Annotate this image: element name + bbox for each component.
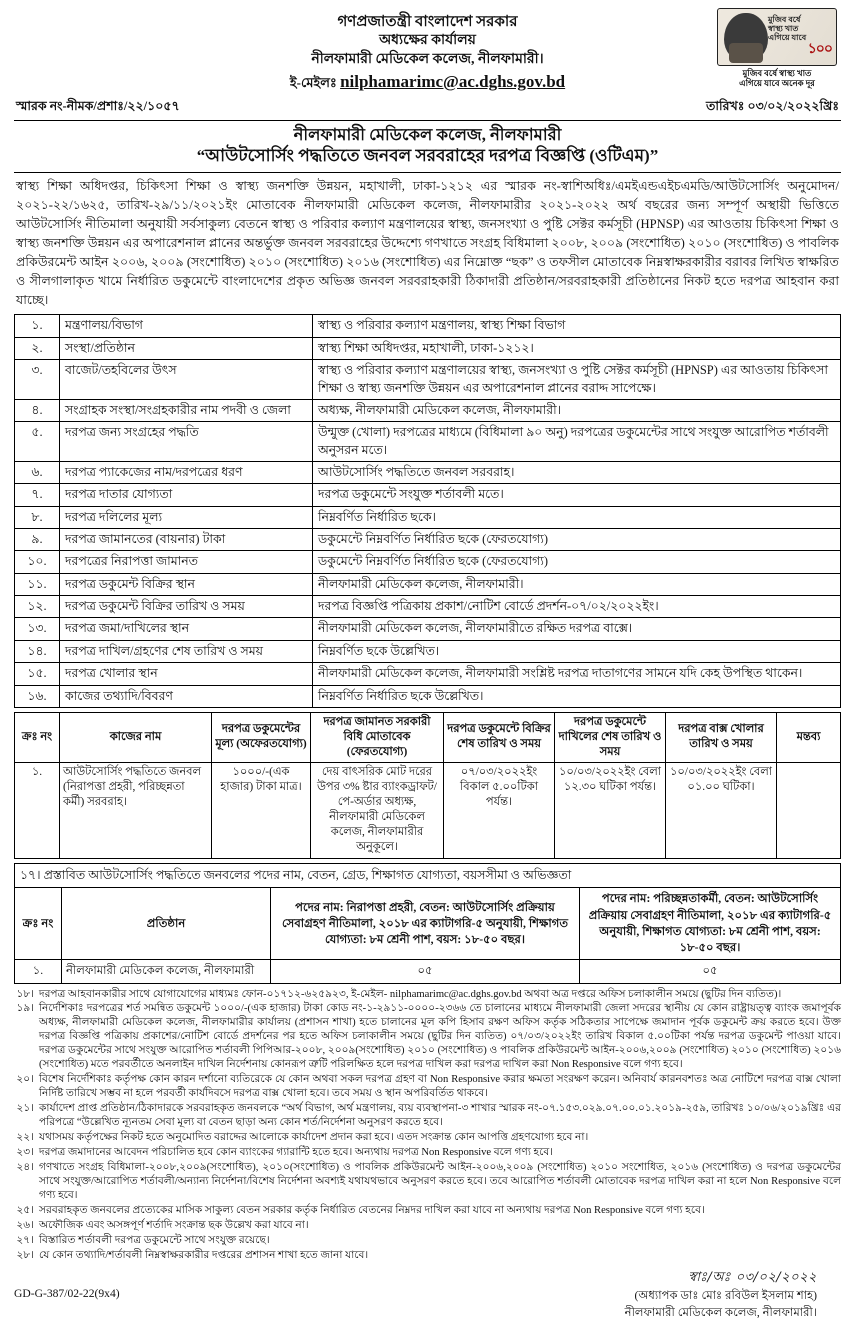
particulars-table — [14, 314, 841, 707]
table-row — [15, 529, 841, 551]
cell-sl: ১. — [15, 763, 60, 859]
row-sl: ৬. — [15, 461, 60, 483]
table-row — [15, 484, 841, 506]
row-name: দরপত্র দাখিল/গ্রহণের শেষ তারিখ ও সময় — [60, 640, 313, 662]
schedule-header-row — [15, 712, 841, 762]
col-sale-end: দরপত্র ডকুমেন্টে বিক্রির শেষ তারিখ ও সময় — [444, 712, 555, 762]
document-header — [14, 8, 841, 94]
row-name: দরপত্র দলিলের মূল্য — [60, 506, 313, 528]
row-value: স্বাস্থ্য ও পরিবার কল্যাণ মন্ত্রণালয়, স্বাস্থ্য শিক্ষা বিভাগ — [313, 315, 841, 337]
row-value: নীলফামারী মেডিকেল কলেজ, নীলফামারী। — [313, 573, 841, 595]
note-number: ২৩। — [16, 1147, 34, 1159]
note-number: ১৮। — [16, 988, 34, 1000]
post-details-body — [15, 960, 841, 983]
row-name: মন্ত্রণালয়/বিভাগ — [60, 315, 313, 337]
col-work: কাজের নাম — [60, 712, 212, 762]
portrait-icon — [724, 13, 768, 61]
row-sl: ৪. — [15, 399, 60, 421]
list-item — [14, 1131, 841, 1145]
table-row — [15, 640, 841, 662]
note-text: বিশেষ নির্দেশিকাঃ কর্তৃপক্ষ কোন কারন দর্শানো ব্যতিরেকে যে কোন অথবা সকল দরপত্র গ্রহণ বা Non Responsive করার ক্ষমতা সংরক্ষণ করেন। অনিবার্য কারনবশতঃ অত্র নোটিশে দরপত্র বাক্স খোলা নির্দিষ্ট তারিখে সম্ভব না হলে পরবর্তী কার্যদিবসে দরপত্র বাক্স খোলা হবে। তবে সময় ও স্থান অপরিবর্তিত থাকবে। — [39, 1074, 841, 1100]
notice-title-subject: “আউটসোর্সিং পদ্ধতিতে জনবল সরবরাহের দরপত্র বিজ্ঞপ্তি (ওটিএম)” — [196, 146, 659, 166]
signature-scribble — [14, 1269, 817, 1288]
table-row — [15, 618, 841, 640]
col-security: দরপত্র জামানত সরকারী বিধি মোতাবেক (ফেরতযোগ্য) — [311, 712, 444, 762]
row-value: আউটসোর্সিং পদ্ধতিতে জনবল সরবরাহ। — [313, 461, 841, 483]
cell-org: নীলফামারী মেডিকেল কলেজ, নীলফামারী — [62, 960, 271, 983]
row-name: দরপত্রের নিরাপত্তা জামানত — [60, 551, 313, 573]
row-value: নীলফামারী মেডিকেল কলেজ, নীলফামারী সংশ্লিষ্ট দরপত্র দাতাগণের সামনে যদি কেহ উপস্থিত থাকেন। — [313, 663, 841, 685]
table-row — [15, 551, 841, 573]
col-sl: ক্রঃ নং — [15, 712, 60, 762]
col-remark: মন্তব্য — [777, 712, 841, 762]
institution-line: নীলফামারী মেডিকেল কলেজ, নীলফামারী। — [311, 52, 544, 68]
row-sl: ৮. — [15, 506, 60, 528]
list-item — [14, 1204, 841, 1218]
schedule-table — [14, 712, 841, 859]
note-text: বিস্তারিত শর্তাবলী দরপত্র ডকুমেন্টে সাথে সংযুক্ত রয়েছে। — [39, 1234, 270, 1246]
cell-doc-price: ১০০০/-(এক হাজার) টাকা মাত্র। — [212, 763, 311, 859]
mujib-borsho-emblem — [717, 8, 837, 89]
conditions-list — [14, 988, 841, 1263]
row-name: বাজেট/তহবিলের উৎস — [60, 360, 313, 400]
table-row — [15, 573, 841, 595]
footer-code: GD-G-387/02-22(9x4) — [14, 1287, 120, 1301]
note-number: ১৯। — [16, 1003, 34, 1015]
row-value: স্বাস্থ্য ও পরিবার কল্যাণ মন্ত্রণালয়ের স্বাস্থ্য, জনসংখ্যা ও পুষ্টি সেক্টর কর্মসূচী (HPNSP) এর আওতায় চিকিৎসা শিক্ষা ও স্বাস্থ্য জনশক্তি উন্নয়ন এর অপারেশনাল প্লানের বরাদ্দ সাপেক্ষে। — [313, 360, 841, 400]
col-post-guard: পদের নাম: নিরাপত্তা প্রহরী, বেতন: আউটসোর্সিং প্রক্রিয়ায় সেবাগ্রহণ নীতিমালা, ২০১৮ এর ক্যাটাগরি-৫ অনুযায়ী, শিক্ষাগত যোগ্যতা: ৮ম শ্রেনী পাশ, বয়স: ১৮-৫০ বছর। — [271, 888, 580, 960]
col-org: প্রতিষ্ঠান — [62, 888, 271, 960]
table-row — [15, 763, 841, 859]
row-name: সংস্থা/প্রতিষ্ঠান — [60, 337, 313, 359]
col-submit-end: দরপত্র ডকুমেন্টে দাখিলের শেষ তারিখ ও সময় — [555, 712, 666, 762]
col-open: দরপত্র বাক্স খোলার তারিখ ও সময় — [666, 712, 777, 762]
list-item — [14, 1102, 841, 1130]
emblem-caption: মুজিব বর্ষে স্বাস্থ্য খাত এগিয়ে যাবে অনেক দূর — [739, 68, 815, 89]
row-value: নিম্নবর্ণিত নির্ধারিত ছকে উল্লেখিত। — [313, 685, 841, 707]
row-sl: ১১. — [15, 573, 60, 595]
row-value: নীলফামারী মেডিকেল কলেজ, নীলফামারীতে রক্ষিত দরপত্র বাক্সে। — [313, 618, 841, 640]
emblem-mark: ১০০ — [807, 42, 832, 57]
table-row — [15, 422, 841, 462]
table-row — [15, 506, 841, 528]
table-row — [15, 360, 841, 400]
cell-open: ১০/০৩/২০২২ইং বেলা ০১.০০ ঘটিকা। — [666, 763, 777, 859]
table-row — [15, 399, 841, 421]
govt-line: গণপ্রজাতন্ত্রী বাংলাদেশ সরকার — [337, 14, 518, 30]
schedule-body — [15, 763, 841, 859]
intro-paragraph: স্বাস্থ্য শিক্ষা অধিদপ্তর, চিকিৎসা শিক্ষা ও স্বাস্থ্য জনশক্তি উন্নয়ন, মহাখালী, ঢাকা-১২১২ এর স্মারক নং-স্বাশিঅধিঃ/এমইএন্ডএইচএমডি/আউটসোর্সিং অনুমোদন/২০২১-২২/১৬২৫, তারিখ-২৯/১১/২০২১ইং মোতাবেক নীলফামারী মেডিকেল কলেজ, নীলফামারীর ২০২১-২০২২ অর্থ বছরের জন্য সম্পূর্ণ অস্থায়ী ভিত্তিতে আউটসোর্সিং নীতিমালা অনুযায়ী সর্বসাকুল্য বেতনে স্বাস্থ্য ও পরিবার কল্যাণ মন্ত্রণালয়ের স্বাস্থ্য, জনসংখ্যা ও পুষ্টি সেক্টর কর্মসূচী (HPNSP) এর আওতায় চিকিৎসা শিক্ষা ও স্বাস্থ্য জনশক্তি উন্নয়ন এর অপারেশনাল প্লানের অন্তর্ভুক্ত জনবল সরবরাহের উদ্দেশ্যে গণখাতে সংগ্রহ বিধিমালা ২০০৮, ২০০৯ (সংশোধিত) ২০১০ (সংশোধিত) ও পাবলিক প্রকিউরমেন্ট আইন ২০০৬, ২০০৯ (সংশোধিত) ২০১০ (সংশোধিত) ২০১৬ (সংশোধিত) এর নিম্নোক্ত “ছক” ও তফসীল মোতাবেক নিম্নস্বাক্ষরকারীর বরাবর লিখিত স্বাক্ষরিত ও সীলগালাকৃত খামে নির্ধারিত ডকুমেন্টে বাংলাদেশের প্রকৃত অভিজ্ঞ জনবল সরবরাহকারী ঠিকাদারী প্রতিষ্ঠান/সরবরাহকারী প্রতিষ্ঠানের নিকট হতে দরপত্র আহবান করা যাচ্ছে। — [16, 179, 839, 307]
signature-date: ০৩/০২/২০২২ — [735, 1269, 817, 1285]
cell-submit-end: ১০/০৩/২০২২ইং বেলা ১২.৩০ ঘটিকা পর্যন্ত। — [555, 763, 666, 859]
note-number: ২৮। — [16, 1249, 34, 1261]
memo-number: স্মারক নং-নীমক/প্রশাঃ/২২/১০৫৭ — [16, 98, 180, 113]
row-value: স্বাস্থ্য শিক্ষা অধিদপ্তর, মহাখালী, ঢাকা-১২১২। — [313, 337, 841, 359]
office-line: অধ্যক্ষের কার্যালয় — [379, 33, 476, 49]
row-sl: ১২. — [15, 596, 60, 618]
cell-guard-count: ০৫ — [271, 960, 580, 983]
post-header-row — [15, 888, 841, 960]
note-number: ২১। — [16, 1103, 34, 1115]
list-item — [14, 1161, 841, 1203]
row-value: নিম্নবর্ণিত নির্ধারিত ছকে। — [313, 506, 841, 528]
row-value: দরপত্র বিজ্ঞপ্তি পত্রিকায় প্রকাশ/নোটিশ বোর্ডে প্রদর্শন-০৭/০২/২০২২ইং। — [313, 596, 841, 618]
row-value: দরপত্র ডকুমেন্টে সংযুক্ত শর্তাবলী মতে। — [313, 484, 841, 506]
table-row — [15, 337, 841, 359]
note-number: ২৭। — [16, 1234, 34, 1246]
table-row — [15, 685, 841, 707]
table-row — [15, 596, 841, 618]
row-value: ডকুমেন্টে নিম্নবর্ণিত নির্ধারিত ছকে (ফেরতযোগ্য) — [313, 551, 841, 573]
particulars-body — [15, 315, 841, 707]
row-value: উন্মুক্ত (খোলা) দরপত্রের মাধ্যমে (বিধিমালা ৯০ অনু) দরপত্রের ডকুমেন্টের সাথে সংযুক্ত আরোপিত শর্তাবলী অনুসরন মতে। — [313, 422, 841, 462]
row-name: দরপত্র জমা/দাখিলের স্থান — [60, 618, 313, 640]
list-item — [14, 1073, 841, 1101]
list-item — [14, 1146, 841, 1160]
email-address: nilphamarimc@ac.dghs.gov.bd — [340, 72, 566, 92]
email-label: ই-মেইলঃ — [289, 75, 337, 91]
row-name: দরপত্র জামানতের (বায়নার) টাকা — [60, 529, 313, 551]
cell-security: দেয় বাৎসরিক মোট দরের উপর ৩% ষ্টার ব্যাংকড্রাফট/পে-অর্ডার অধ্যক্ষ, নীলফামারী মেডিকেল কলেজ, নীলফামারীর অনুকূলে। — [311, 763, 444, 859]
row-sl: ১৫. — [15, 663, 60, 685]
row-value: নিম্নবর্ণিত ছকে উল্লেখিত। — [313, 640, 841, 662]
col-doc-price: দরপত্র ডকুমেন্টের মূল্য (অফেরতযোগ্য) — [212, 712, 311, 762]
memo-row — [14, 98, 841, 118]
note-text: দরপত্র জমাদানের আবেদন পরিচালিত হবে কোন ব্যাংকের গ্যারান্টি হতে হবে। অন্যথায় দরপত্র Non Responsive বলে গণ্য হবে। — [39, 1147, 554, 1159]
note-text: যে কোন তথ্যাদি/শর্তাবলী নিম্নস্বাক্ষরকারীর দপ্তরের প্রশাসন শাখা হতে জানা যাবে। — [39, 1249, 369, 1261]
note-text: নির্দেশিকাঃ দরপত্রের শর্ত সমন্বিত ডকুমেন্ট ১০০০/-(এক হাজার) টাকা কোড নং-১-২৯১১-০০০০-২৩৬৬ তে চালানের মাধ্যমে নীলফামারী জেলা সদরের স্থানীয় যে কোন রাষ্ট্রায়ত্ত্ব ব্যাংক জমাপূর্বক অধ্যক্ষ, নীলফামারী মেডিকেল কলেজ, নীলফামারীর কার্যালয় (প্রশাসন শাখা) হতে চালানের মূল কপি হিসাব রক্ষণ অফিস কর্তৃক সঠিকতার সাপেক্ষে জমাদান পূর্বক ডকুমেন্ট ক্রয় করতে হবে। উক্ত দরপত্র বিজ্ঞপ্তি পত্রিকায় প্রকাশের/নোটিশ বোর্ডে প্রদর্শনের পর হতে অফিস চলাকালীন সময়ে (ছুটির দিন ব্যতিত) ০৭/০৩/২০২২ইং তারিখ বিকাল ৫.০০টিকা পর্যন্ত দরপত্র ডকুমেন্ট পাওয়া যাবে। দরপত্র ডকুমেন্টের সাথে সংযুক্ত আরোপিত শর্তাবলী পিপিআর-২০০৮, ২০০৯(সংশোধিত) ২০১০ (সংশোধিত) ও পাবলিক প্রকিউরমেন্ট আইন-২০০৬,২০০৯ (সংশোধিত) ২০১০ (সংশোধিত) ২০১৬ (সংশোধিত) মতে পরবর্তীতে অনলাইন দাখিল নির্দেশনায় কোনরূপ ত্রুটি পরিলক্ষিত হলে দরপত্র দাখিল করা দরপত্র দাখিল করা Non Responsive বলে গণ্য হবে। — [39, 1003, 841, 1071]
note-text: যথাসময় কর্তৃপক্ষের নিকট হতে অনুমোদিত বরাদ্দের আলোকে কার্যাদেশ প্রদান করা হবে। এতদ সংক্রান্ত কোন আপত্তি গ্রহণযোগ্য হবে না। — [39, 1132, 589, 1144]
cell-cleaner-count: ০৫ — [580, 960, 841, 983]
row-name: সংগ্রাহক সংস্থা/সংগ্রহকারীর নাম পদবী ও জেলা — [60, 399, 313, 421]
signatory-designation: নীলফামারী মেডিকেল কলেজ, নীলফামারী। — [624, 1305, 817, 1319]
row-sl: ৭. — [15, 484, 60, 506]
table-row — [15, 663, 841, 685]
note-text: দরপত্র আহবানকারীর সাথে যোগাযোগের মাধ্যমঃ ফোন-০১৭১২-৬২৫৯২৩, ই-মেইল- nilphamarimc@ac.dghs.gov.bd অথবা অত্র দপ্তরে অফিস চলাকালীন সময়ে (ছুটির দিন ব্যতিত)। — [39, 988, 782, 1000]
row-sl: ১৩. — [15, 618, 60, 640]
col-sl: ক্রঃ নং — [15, 888, 62, 960]
note-text: গণখাতে সংগ্রহ বিধিমালা-২০০৮,২০০৯(সংশোধিত), ২০১০(সংশোধিত) ও পাবলিক প্রকিউরমেন্ট আইন-২০০৬,২০০৯ (সংশোধিত) ২০১০ সংশোধিত, ২০১৬ (সংশোধিত) ও দরপত্র ডকুমেন্টের সাথে সংযুক্ত/আরোপিত শর্তাবলী/অন্যান্য নির্দেশনা/বিশেষ নির্দেশনা অবশ্যই যথাযথভাবে অনুসরণ করতে হবে। তবে আরোপিত শর্তাবলী মোতাবেক দরপত্র দাখিল করা না হলে Non Responsive বলে গণ্য হবে। — [39, 1162, 841, 1202]
row-name: দরপত্র ডকুমেন্ট বিক্রির স্থান — [60, 573, 313, 595]
notice-title-institution: নীলফামারী মেডিকেল কলেজ, নীলফামারী — [293, 124, 562, 144]
signatory-name: (অধ্যাপক ডাঃ মোঃ রবিউল ইসলাম শাহ) — [634, 1288, 817, 1302]
cell-remark — [777, 763, 841, 859]
signature-mark: স্বাঃ/অঃ — [688, 1269, 731, 1285]
row-name: দরপত্র জন্য সংগ্রহের পদ্ধতি — [60, 422, 313, 462]
list-item — [14, 1002, 841, 1072]
note-text: কার্যাদেশ প্রাপ্ত প্রতিষ্ঠান/ঠিকাদারকে সরবরাহকৃত জনবলকে “অর্থ বিভাগ, অর্থ মন্ত্রণালয়, ব্যয় ব্যবস্থাপনা-৩ শাখার স্মারক নং-০৭.১৫৩.০২৯.০৭.০০.০১.২০১৯-২৫৯, তারিখঃ ১০/০৬/২০১৯খ্রিঃ এর পরিপত্রে “উল্লেখিত ন্যূনতম সেবা মূল্য বা বেতন ছাড়া অন্য কোন শর্ত/নির্দেশনা অনুসরণ করতে হবে। — [39, 1103, 841, 1129]
note-text: অফৌজিক এবং অসঙ্গপূর্ণ শর্তাদি সংক্রান্ত ছক উল্লেখ করা যাবে না। — [39, 1220, 309, 1231]
row-name: কাজের তথ্যাদি/বিবরণ — [60, 685, 313, 707]
list-item — [14, 988, 841, 1002]
table-row — [15, 315, 841, 337]
row-name: দরপত্র ডকুমেন্ট বিক্রির তারিখ ও সময় — [60, 596, 313, 618]
note-number: ২০। — [16, 1074, 34, 1086]
note-number: ২৫। — [16, 1205, 34, 1217]
table-row — [15, 960, 841, 983]
list-item — [14, 1219, 841, 1233]
row-sl: ১০. — [15, 551, 60, 573]
memo-date: তারিখঃ ০৩/০২/২০২২খ্রিঃ — [706, 98, 839, 113]
row-sl: ১৪. — [15, 640, 60, 662]
table-row — [15, 461, 841, 483]
row-name: দরপত্র প্যাকেজের নাম/দরপত্রের ধরণ — [60, 461, 313, 483]
row-sl: ৯. — [15, 529, 60, 551]
notice-title-bar — [14, 120, 841, 173]
row-sl: ১. — [15, 315, 60, 337]
note-number: ২৪। — [16, 1162, 34, 1174]
post-details-table — [14, 887, 841, 983]
col-post-cleaner: পদের নাম: পরিচ্ছন্নতাকর্মী, বেতন: আউটসোর্সিং প্রক্রিয়ায় সেবাগ্রহণ নীতিমালা, ২০১৮ এর ক্যাটাগরি-৫ অনুযায়ী, শিক্ষাগত যোগ্যতা: ৮ম শ্রেনী পাশ, বয়স: ১৮-৫০ বছর। — [580, 888, 841, 960]
note-text: সরবরাহকৃত জনবলের প্রত্যেকের মাসিক সাকুল্য বেতন সরকার কর্তৃক নির্ধারিত বেতনের নিম্নদর দাখিল করা যাবে না অন্যথায় দরপত্র Non Responsive বলে গণ্য হবে। — [39, 1205, 705, 1217]
note-number: ২৬। — [16, 1220, 34, 1231]
clause-17: ১৭। প্রস্তাবিত আউটসোর্সিং পদ্ধতিতে জনবলের পদের নাম, বেতন, গ্রেড, শিক্ষাগত যোগ্যতা, বয়সসীমা ও অভিজ্ঞতা — [14, 863, 841, 887]
note-number: ২২। — [16, 1132, 34, 1144]
cell-work: আউটসোর্সিং পদ্ধতিতে জনবল (নিরাপত্তা প্রহরী, পরিচ্ছন্নতা কর্মী) সরবরাহ। — [60, 763, 212, 859]
cell-sl: ১. — [15, 960, 62, 983]
row-value: ডকুমেন্টে নিম্নবর্ণিত নির্ধারিত ছকে (ফেরতযোগ্য) — [313, 529, 841, 551]
row-sl: ৫. — [15, 422, 60, 462]
list-item — [14, 1249, 841, 1263]
emblem-graphic — [717, 8, 837, 66]
row-name: দরপত্র দাতার যোগ্যতা — [60, 484, 313, 506]
emblem-text: মুজিব বর্ষে স্বাস্থ্য খাত এগিয়ে যাবে — [768, 15, 807, 43]
post-details-head — [15, 888, 841, 960]
cell-sale-end: ০৭/০৩/২০২২ইং বিকাল ৫.০০টিকা পর্যন্ত। — [444, 763, 555, 859]
list-item — [14, 1234, 841, 1248]
row-sl: ১৬. — [15, 685, 60, 707]
row-sl: ২. — [15, 337, 60, 359]
row-sl: ৩. — [15, 360, 60, 400]
schedule-head — [15, 712, 841, 762]
row-name: দরপত্র খোলার স্থান — [60, 663, 313, 685]
row-value: অধ্যক্ষ, নীলফামারী মেডিকেল কলেজ, নীলফামারী। — [313, 399, 841, 421]
